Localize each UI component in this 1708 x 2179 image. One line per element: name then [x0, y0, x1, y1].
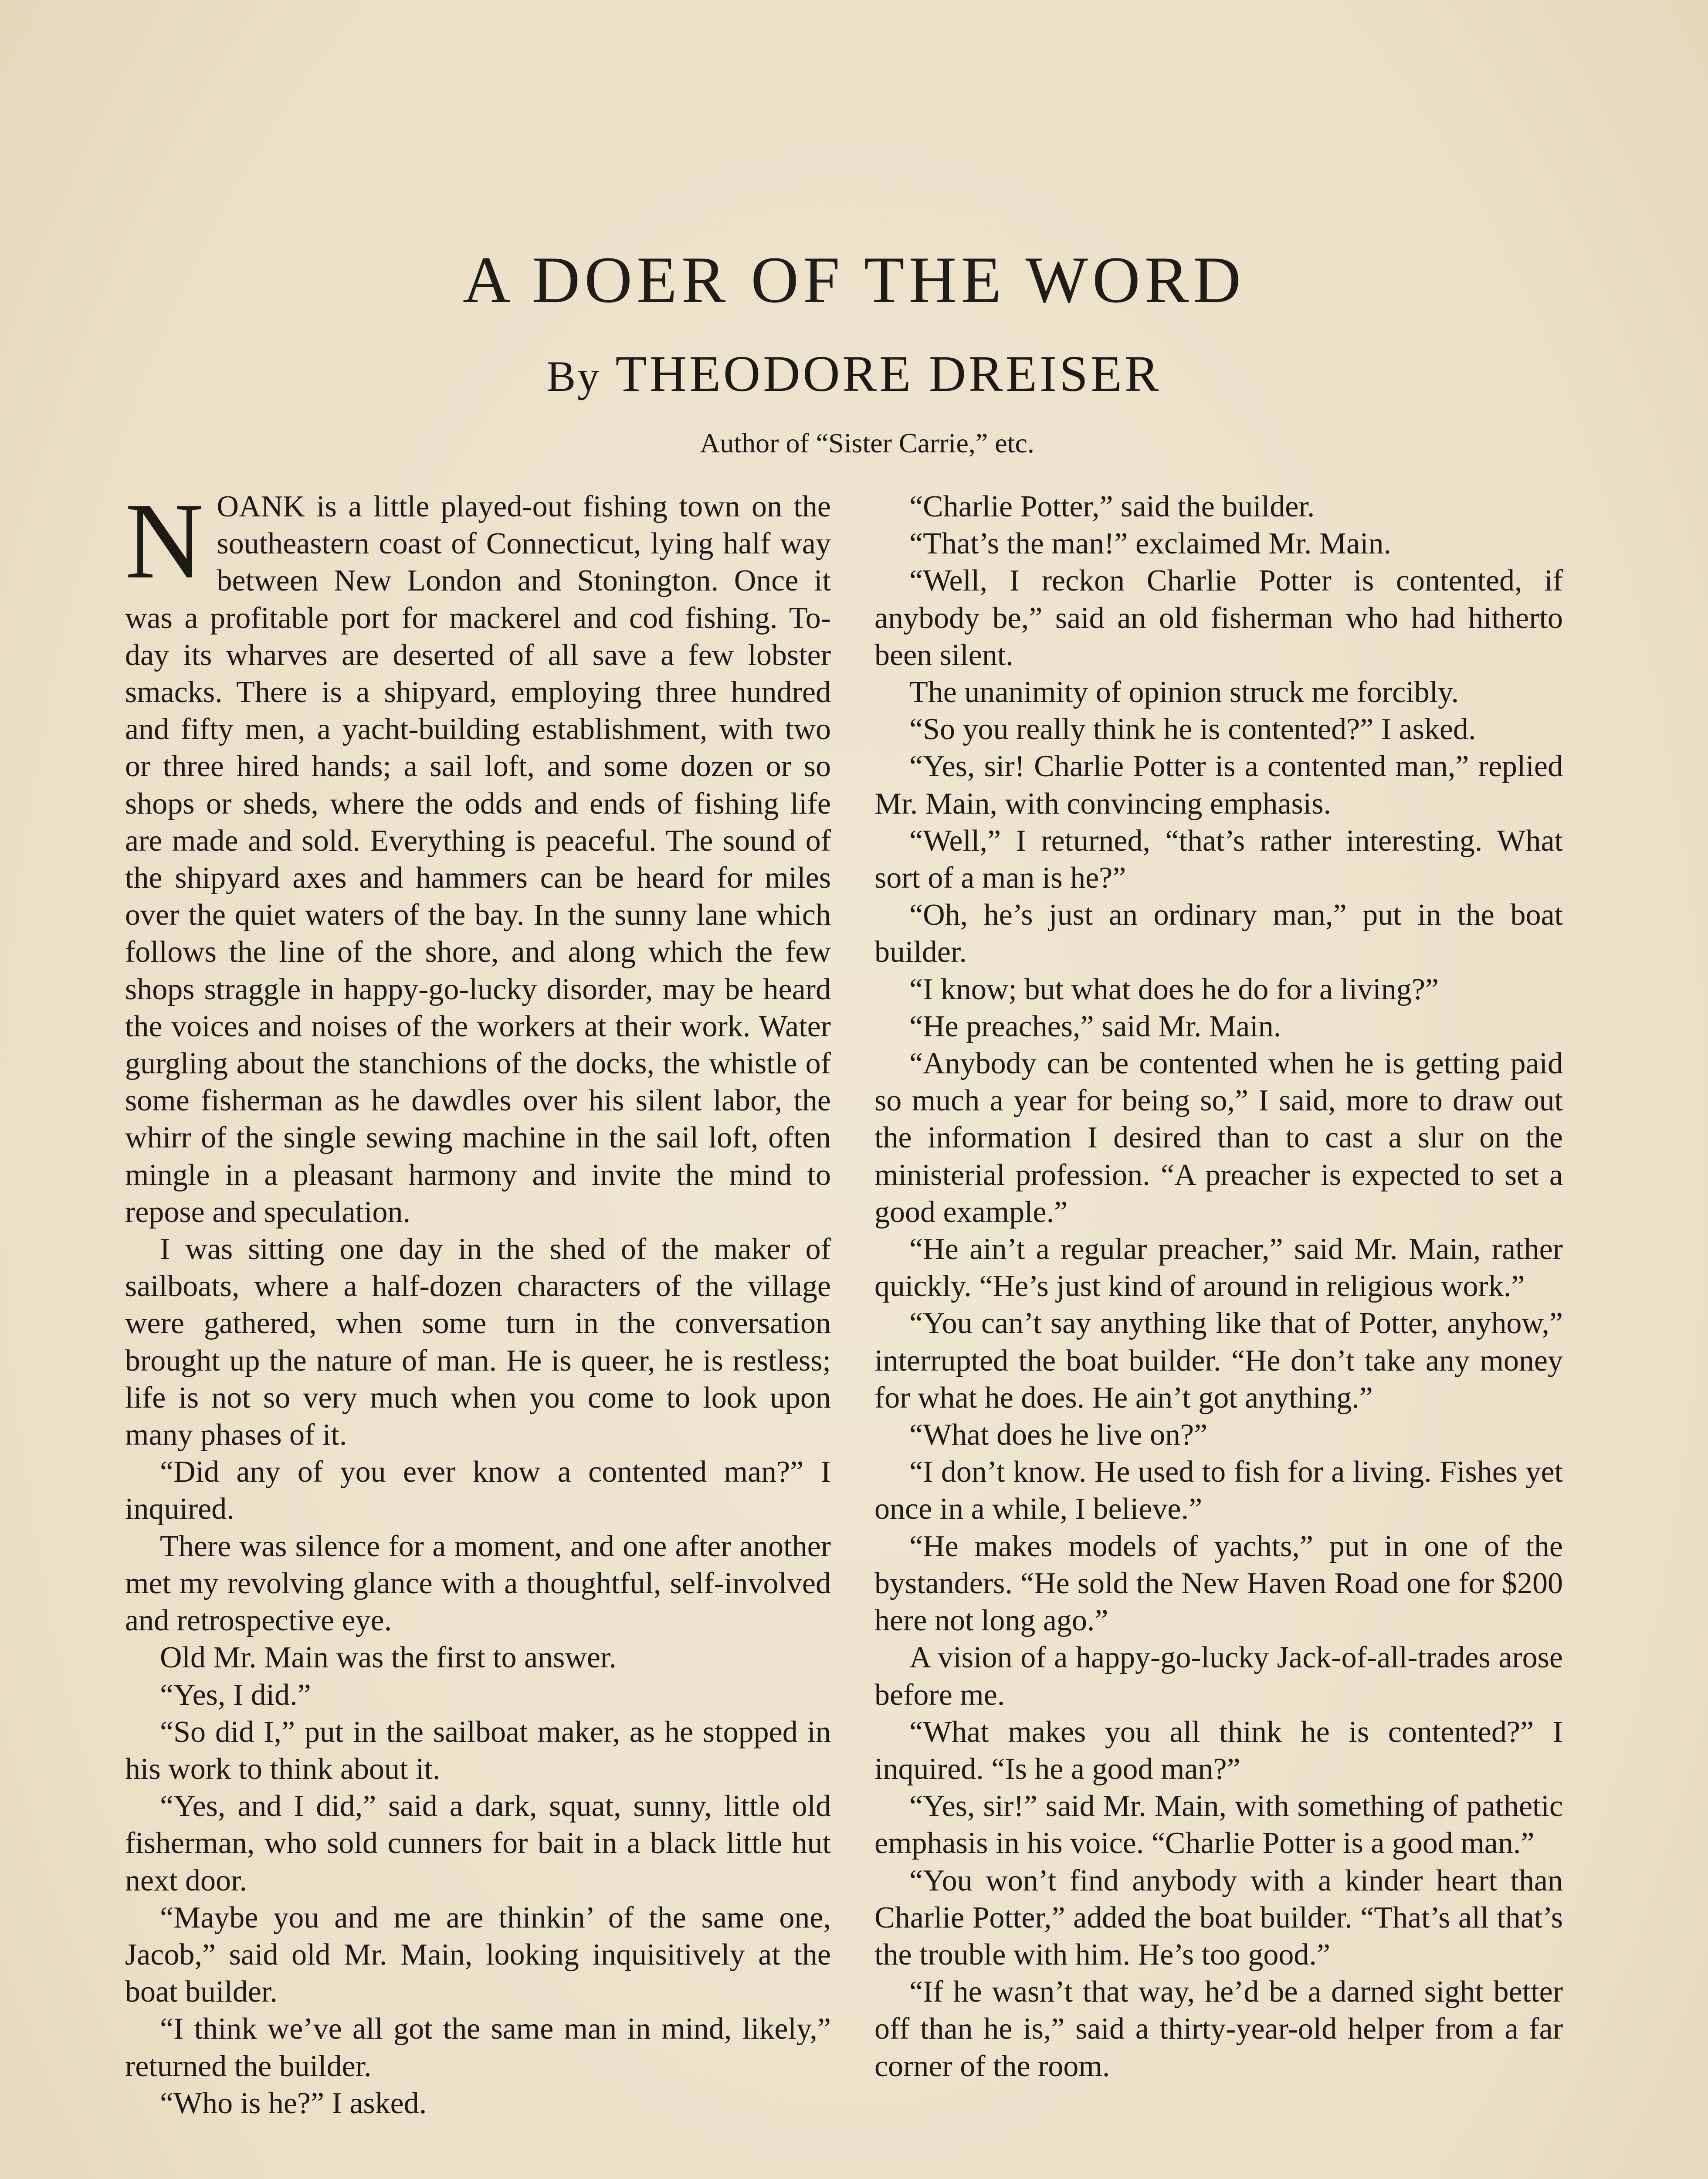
article-title: A DOER OF THE WORD — [463, 243, 1245, 316]
paragraph: “Yes, sir! Charlie Potter is a contented man,” replied Mr. Main, with convincing emphasis. — [874, 750, 1563, 821]
drop-cap: N — [125, 481, 204, 601]
paragraph: Old Mr. Main was the first to answer. — [160, 1641, 617, 1675]
paragraph: “Oh, he’s just an ordinary man,” put in the boat builder. — [874, 898, 1563, 969]
author-note: Author of “Sister Carrie,” etc. — [700, 428, 1034, 458]
paragraph: “I don’t know. He used to fish for a living. Fishes yet once in a while, I believe.” — [874, 1455, 1563, 1526]
paragraph: I was sitting one day in the shed of the maker of sailboats, where a half-dozen characters of the village were gathered, when some turn in the conversation brought up the nature of man. He is queer, he is restless; life is not so very much when you come to look upon many phases of it. — [125, 1232, 831, 1452]
paragraph: The unanimity of opinion struck me forcibly. — [909, 675, 1459, 709]
right-column — [874, 488, 1563, 2085]
paragraph: “You can’t say anything like that of Potter, anyhow,” interrupted the boat builder. “He don’t take any money for what he does. He ain’t got anything.” — [874, 1307, 1563, 1415]
paragraph: A vision of a happy-go-lucky Jack-of-all-trades arose before me. — [874, 1641, 1563, 1712]
byline-by: By — [546, 352, 601, 401]
paragraph: “I think we’ve all got the same man in mind, likely,” returned the builder. — [125, 2012, 831, 2083]
paragraph: “He ain’t a regular preacher,” said Mr. Main, rather quickly. “He’s just kind of around in religious work.” — [874, 1232, 1563, 1303]
left-column — [125, 481, 831, 2122]
paragraph: “That’s the man!” exclaimed Mr. Main. — [909, 527, 1392, 561]
paragraph: “Who is he?” I asked. — [160, 2086, 427, 2120]
paragraph: “Well,” I returned, “that’s rather interesting. What sort of a man is he?” — [874, 824, 1563, 895]
paragraph: “You won’t find anybody with a kinder heart than Charlie Potter,” added the boat builder. “That’s all that’s the trouble with him. He’s too good.” — [874, 1863, 1563, 1972]
paragraph: “Yes, sir!” said Mr. Main, with something of pathetic emphasis in his voice. “Charlie Potter is a good man.” — [874, 1789, 1563, 1860]
paragraph: There was silence for a moment, and one after another met my revolving glance with a thoughtful, self-involved and retrospective eye. — [125, 1529, 831, 1638]
paragraph: “So did I,” put in the sailboat maker, as he stopped in his work to think about it. — [125, 1715, 831, 1786]
paragraph: “I know; but what does he do for a living?” — [909, 972, 1439, 1006]
paragraph: “Charlie Potter,” said the builder. — [909, 490, 1315, 523]
paragraph: “Anybody can be contented when he is getting paid so much a year for being so,” I said, more to draw out the information I desired than to cast a slur on the ministerial profession. “A preacher is expected to set a good example.” — [874, 1047, 1563, 1229]
paragraph — [125, 481, 831, 1231]
byline — [0, 344, 1708, 404]
paragraph: “He makes models of yachts,” put in one of the bystanders. “He sold the New Haven Road one for $200 here not long ago.” — [874, 1529, 1563, 1638]
paragraph: “Well, I reckon Charlie Potter is contented, if anybody be,” said an old fisherman who had hitherto been silent. — [874, 564, 1563, 672]
paragraph: “What makes you all think he is contented?” I inquired. “Is he a good man?” — [874, 1715, 1563, 1786]
paragraph: “Yes, and I did,” said a dark, squat, sunny, little old fisherman, who sold cunners for bait in a black little hut next door. — [125, 1789, 831, 1897]
paragraph: “He preaches,” said Mr. Main. — [909, 1009, 1281, 1043]
paragraph: “Did any of you ever know a contented man?” I inquired. — [125, 1455, 831, 1526]
paragraph: “Maybe you and me are thinkin’ of the same one, Jacob,” said old Mr. Main, looking inquisitively at the boat builder. — [125, 1901, 831, 2009]
byline-author: THEODORE DREISER — [615, 345, 1162, 402]
paragraph-text: OANK is a little played-out fishing town on the southeastern coast of Connecticut, lying half way between New London and Stonington. Once it was a profitable port for mackerel and cod fishing. To-day its wharves are deserted of all save a few lobster smacks. There is a shipyard, employing three hundred and fifty men, a yacht-building establishment, with two or three hired hands; a sail loft, and some dozen or so shops or sheds, where the odds and ends of fishing life are made and sold. Everything is peaceful. The sound of the shipyard axes and hammers can be heard for miles over the quiet waters of the bay. In the sunny lane which follows the line of the shore, and along which the few shops straggle in happy-go-lucky disorder, may be heard the voices and noises of the workers at their work. Water gurgling about the stanchions of the docks, the whistle of some fisherman as he dawdles over his silent labor, the whirr of the single sewing machine in the sail loft, often mingle in a pleasant harmony and invite the mind to repose and speculation. — [125, 490, 831, 1229]
paragraph: “What does he live on?” — [909, 1418, 1208, 1452]
paragraph: “If he wasn’t that way, he’d be a darned sight better off than he is,” said a thirty-year-old helper from a far corner of the room. — [874, 1975, 1563, 2083]
paragraph: “So you really think he is contented?” I asked. — [909, 713, 1476, 747]
paragraph: “Yes, I did.” — [160, 1678, 311, 1712]
